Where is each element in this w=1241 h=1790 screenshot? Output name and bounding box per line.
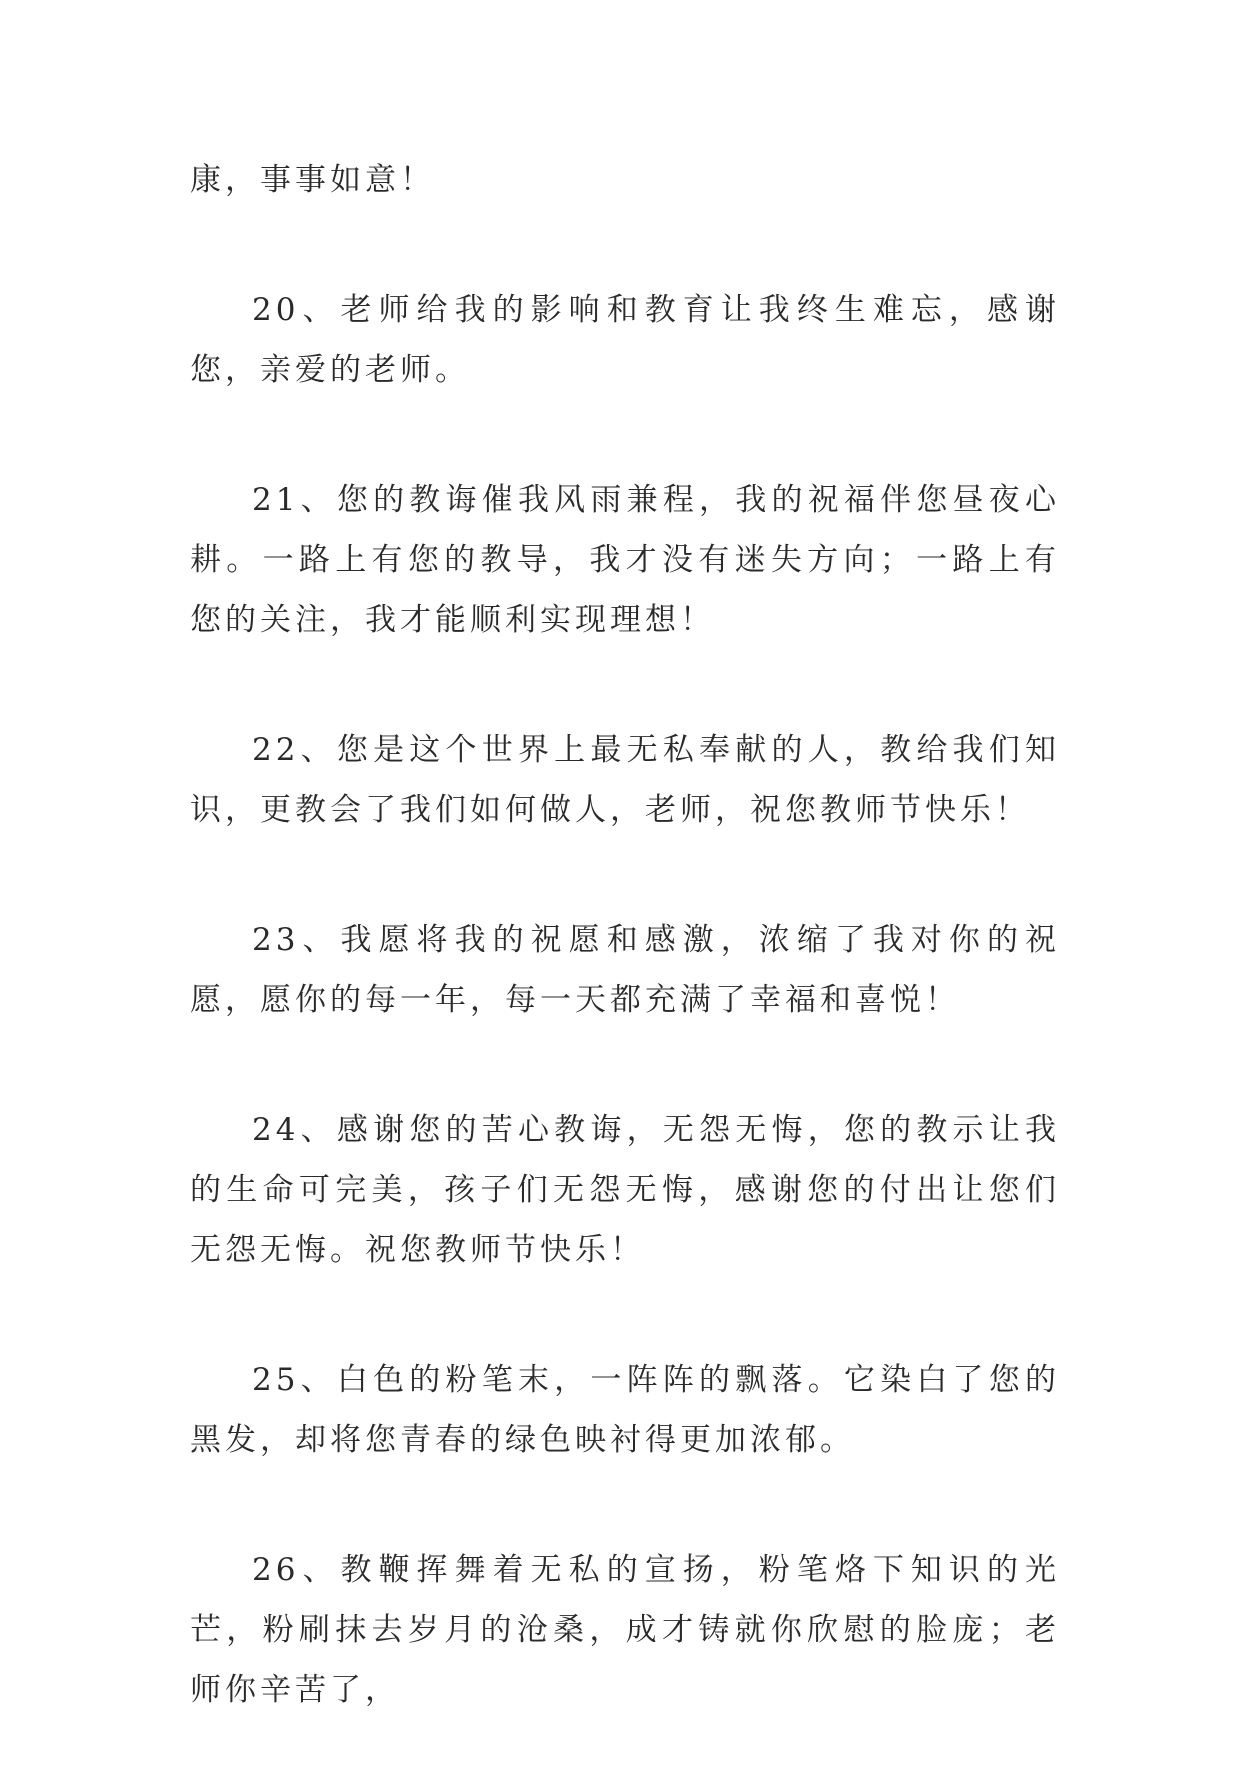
paragraph-25: 25、白色的粉笔末，一阵阵的飘落。它染白了您的黑发，却将您青春的绿色映衬得更加浓郁。 [190, 1362, 1060, 1458]
paragraph-21: 21、您的教诲催我风雨兼程，我的祝福伴您昼夜心耕。一路上有您的教导，我才没有迷失方向；一路上有您的关注，我才能顺利实现理想！ [190, 482, 1060, 638]
document-body [190, 150, 1060, 1790]
paragraph-26: 26、教鞭挥舞着无私的宣扬，粉笔烙下知识的光芒，粉刷抹去岁月的沧桑，成才铸就你欣慰的脸庞；老师你辛苦了， [190, 1552, 1060, 1708]
paragraph-24: 24、感谢您的苦心教诲，无怨无悔，您的教示让我的生命可完美，孩子们无怨无悔，感谢您的付出让您们无怨无悔。祝您教师节快乐！ [190, 1112, 1060, 1268]
paragraph-23: 23、我愿将我的祝愿和感激，浓缩了我对你的祝愿，愿你的每一年，每一天都充满了幸福和喜悦！ [190, 922, 1060, 1018]
paragraph-continuation: 康，事事如意！ [190, 162, 435, 198]
paragraph-20: 20、老师给我的影响和教育让我终生难忘，感谢您，亲爱的老师。 [190, 292, 1060, 388]
paragraph-22: 22、您是这个世界上最无私奉献的人，教给我们知识，更教会了我们如何做人，老师，祝您教师节快乐！ [190, 732, 1060, 828]
